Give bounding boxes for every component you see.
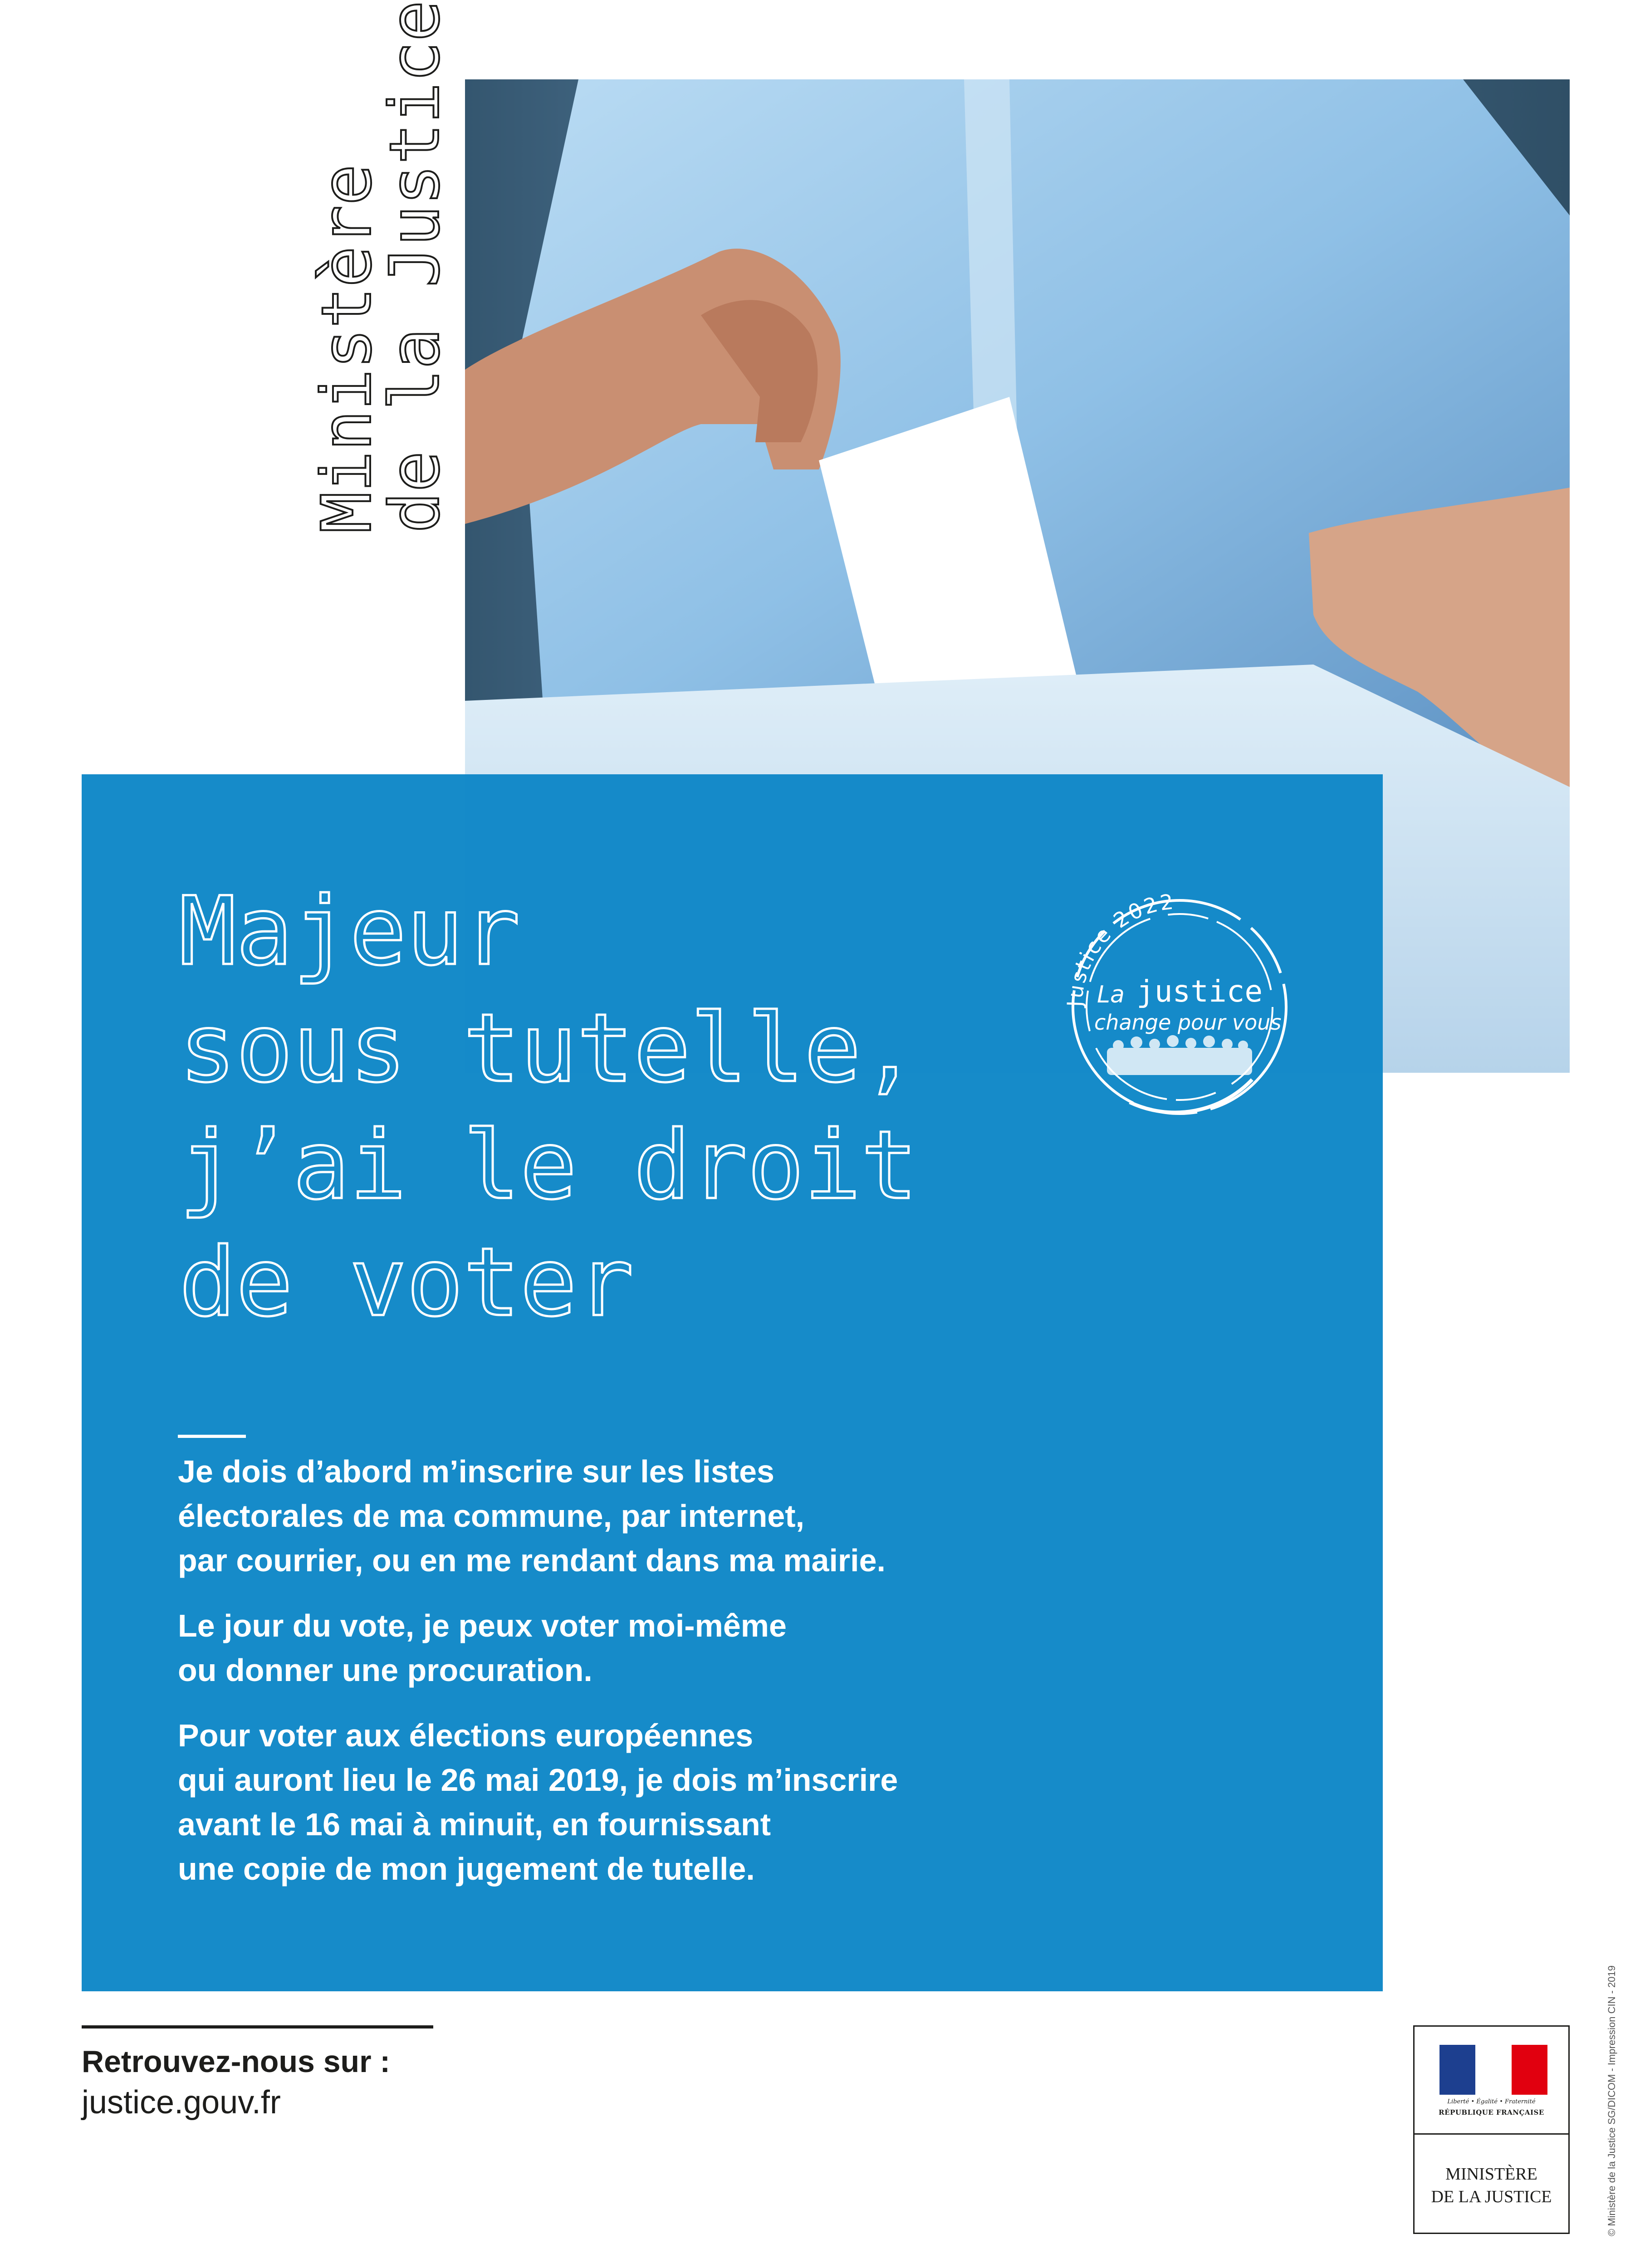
ministry-logo <box>1413 2025 1570 2234</box>
white-divider <box>178 1435 246 1438</box>
text-line: qui auront lieu le 26 mai 2019, je dois m’inscrire <box>178 1762 898 1798</box>
stamp-justice: justice <box>1136 974 1263 1009</box>
crowd-silhouette-icon <box>1107 1035 1252 1075</box>
paragraph-registration <box>178 1449 1335 1583</box>
marianne-profile-icon <box>1473 2053 1514 2095</box>
headline-line: de voter <box>179 1228 634 1338</box>
website-link[interactable]: justice.gouv.fr <box>82 2084 281 2121</box>
ministry-vertical-line2: de la Justice <box>376 0 455 533</box>
stamp-la: La <box>1097 981 1125 1008</box>
logo-divider <box>1415 2133 1568 2135</box>
ministry-name-line: DE LA JUSTICE <box>1431 2187 1552 2206</box>
republic-name: RÉPUBLIQUE FRANÇAISE <box>1439 2108 1544 2116</box>
stamp-sub: change pour vous <box>1094 1010 1282 1035</box>
headline-line: Majeur <box>179 877 520 987</box>
follow-us-label: Retrouvez-nous sur : <box>82 2044 391 2079</box>
text-line: une copie de mon jugement de tutelle. <box>178 1851 755 1887</box>
republic-motto: Liberté • Égalité • Fraternité <box>1447 2098 1536 2105</box>
body-text <box>178 1449 1335 1912</box>
ministry-name-line: MINISTÈRE <box>1445 2165 1537 2184</box>
headline-line: sous tutelle, <box>179 994 918 1104</box>
text-line: ou donner une procuration. <box>178 1652 592 1688</box>
text-line: Pour voter aux élections européennes <box>178 1718 754 1753</box>
footer-divider <box>82 2025 433 2028</box>
headline-line: j’ai le droit <box>179 1111 918 1221</box>
paragraph-vote-day <box>178 1603 1335 1692</box>
headline <box>179 873 996 1341</box>
text-line: par courrier, ou en me rendant dans ma mairie. <box>178 1543 886 1578</box>
justice-2022-stamp <box>1039 866 1320 1148</box>
paragraph-european-elections <box>178 1713 1335 1891</box>
text-line: électorales de ma commune, par internet, <box>178 1498 805 1534</box>
ministry-name <box>1415 2163 1568 2208</box>
text-line: avant le 16 mai à minuit, en fournissant <box>178 1807 771 1842</box>
stamp-arc-text: Justice 2022 <box>1062 889 1176 1007</box>
ministry-vertical-line1: Ministère <box>308 164 387 533</box>
text-line: Je dois d’abord m’inscrire sur les listes <box>178 1454 774 1489</box>
copyright-credit: © Ministère de la Justice SG/DICOM - Impression CIN - 2019 <box>1606 1965 1617 2236</box>
text-line: Le jour du vote, je peux voter moi-même <box>178 1608 787 1643</box>
